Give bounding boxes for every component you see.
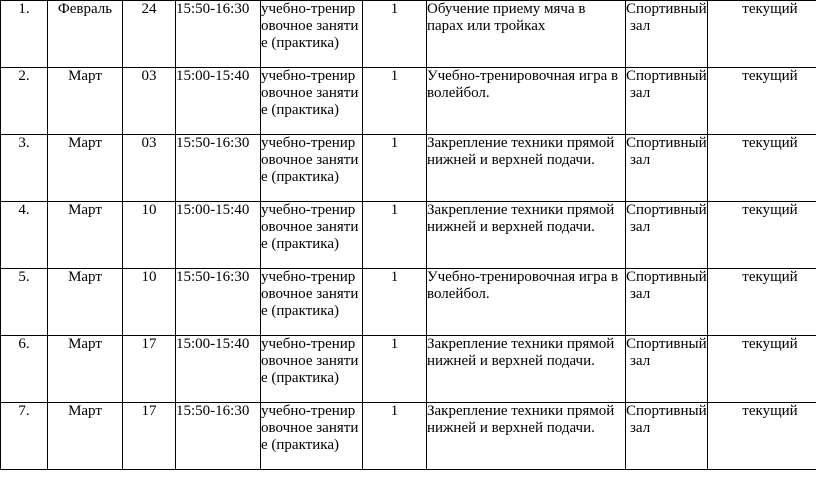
table-row xyxy=(1,1,816,68)
month-cell: Март xyxy=(48,202,123,269)
time-cell: 15:50-16:30 xyxy=(176,135,261,202)
hours-cell: 1 xyxy=(363,403,427,470)
hours-cell: 1 xyxy=(363,1,427,68)
place-line-1: Спортивный xyxy=(626,403,707,419)
table-row xyxy=(1,403,816,470)
place-line-2: зал xyxy=(630,85,651,101)
row-number: 5. xyxy=(1,269,48,336)
table-row xyxy=(1,336,816,403)
place-cell xyxy=(626,403,708,470)
table-row xyxy=(1,68,816,135)
time-cell: 15:50-16:30 xyxy=(176,1,261,68)
row-number: 6. xyxy=(1,336,48,403)
lesson-type-cell: учебно-тренировочное занятие (практика) xyxy=(261,135,363,202)
row-number: 3. xyxy=(1,135,48,202)
place-line-2: зал xyxy=(630,18,651,34)
place-cell xyxy=(626,202,708,269)
place-line-1: Спортивный xyxy=(626,202,707,218)
topic-cell: Закрепление техники прямой нижней и верхней подачи. xyxy=(427,202,626,269)
lesson-type-cell: учебно-тренировочное занятие (практика) xyxy=(261,202,363,269)
time-cell: 15:00-15:40 xyxy=(176,68,261,135)
hours-cell: 1 xyxy=(363,135,427,202)
topic-cell: Учебно-тренировочная игра в волейбол. xyxy=(427,269,626,336)
time-cell: 15:00-15:40 xyxy=(176,336,261,403)
hours-cell: 1 xyxy=(363,202,427,269)
schedule-rows xyxy=(1,1,816,470)
hours-cell: 1 xyxy=(363,269,427,336)
topic-cell: Закрепление техники прямой нижней и верхней подачи. xyxy=(427,403,626,470)
place-cell xyxy=(626,135,708,202)
table-row xyxy=(1,269,816,336)
row-number: 1. xyxy=(1,1,48,68)
place-line-2: зал xyxy=(630,219,651,235)
day-cell: 24 xyxy=(123,1,176,68)
place-cell xyxy=(626,68,708,135)
place-line-1: Спортивный xyxy=(626,135,707,151)
lesson-type-cell: учебно-тренировочное занятие (практика) xyxy=(261,336,363,403)
place-line-2: зал xyxy=(630,420,651,436)
place-line-2: зал xyxy=(630,286,651,302)
day-cell: 03 xyxy=(123,135,176,202)
place-line-1: Спортивный xyxy=(626,269,707,285)
month-cell: Март xyxy=(48,403,123,470)
hours-cell: 1 xyxy=(363,336,427,403)
lesson-type-cell: учебно-тренировочное занятие (практика) xyxy=(261,1,363,68)
place-cell xyxy=(626,1,708,68)
control-form-cell: текущий xyxy=(708,135,816,202)
lesson-type-cell: учебно-тренировочное занятие (практика) xyxy=(261,68,363,135)
day-cell: 17 xyxy=(123,336,176,403)
day-cell: 10 xyxy=(123,269,176,336)
place-line-1: Спортивный xyxy=(626,1,707,17)
place-line-2: зал xyxy=(630,353,651,369)
month-cell: Март xyxy=(48,68,123,135)
month-cell: Март xyxy=(48,336,123,403)
place-cell xyxy=(626,269,708,336)
place-line-1: Спортивный xyxy=(626,68,707,84)
place-line-2: зал xyxy=(630,152,651,168)
month-cell: Февраль xyxy=(48,1,123,68)
topic-cell: Закрепление техники прямой нижней и верхней подачи. xyxy=(427,336,626,403)
row-number: 7. xyxy=(1,403,48,470)
control-form-cell: текущий xyxy=(708,202,816,269)
control-form-cell: текущий xyxy=(708,68,816,135)
day-cell: 10 xyxy=(123,202,176,269)
topic-cell: Обучение приему мяча в парах или тройках xyxy=(427,1,626,68)
lesson-type-cell: учебно-тренировочное занятие (практика) xyxy=(261,403,363,470)
control-form-cell: текущий xyxy=(708,403,816,470)
lesson-type-cell: учебно-тренировочное занятие (практика) xyxy=(261,269,363,336)
month-cell: Март xyxy=(48,269,123,336)
day-cell: 17 xyxy=(123,403,176,470)
control-form-cell: текущий xyxy=(708,1,816,68)
row-number: 4. xyxy=(1,202,48,269)
hours-cell: 1 xyxy=(363,68,427,135)
topic-cell: Закрепление техники прямой нижней и верхней подачи. xyxy=(427,135,626,202)
time-cell: 15:00-15:40 xyxy=(176,202,261,269)
time-cell: 15:50-16:30 xyxy=(176,269,261,336)
topic-cell: Учебно-тренировочная игра в волейбол. xyxy=(427,68,626,135)
row-number: 2. xyxy=(1,68,48,135)
place-line-1: Спортивный xyxy=(626,336,707,352)
control-form-cell: текущий xyxy=(708,336,816,403)
month-cell: Март xyxy=(48,135,123,202)
place-cell xyxy=(626,336,708,403)
control-form-cell: текущий xyxy=(708,269,816,336)
day-cell: 03 xyxy=(123,68,176,135)
table-row xyxy=(1,135,816,202)
table-row xyxy=(1,202,816,269)
time-cell: 15:50-16:30 xyxy=(176,403,261,470)
